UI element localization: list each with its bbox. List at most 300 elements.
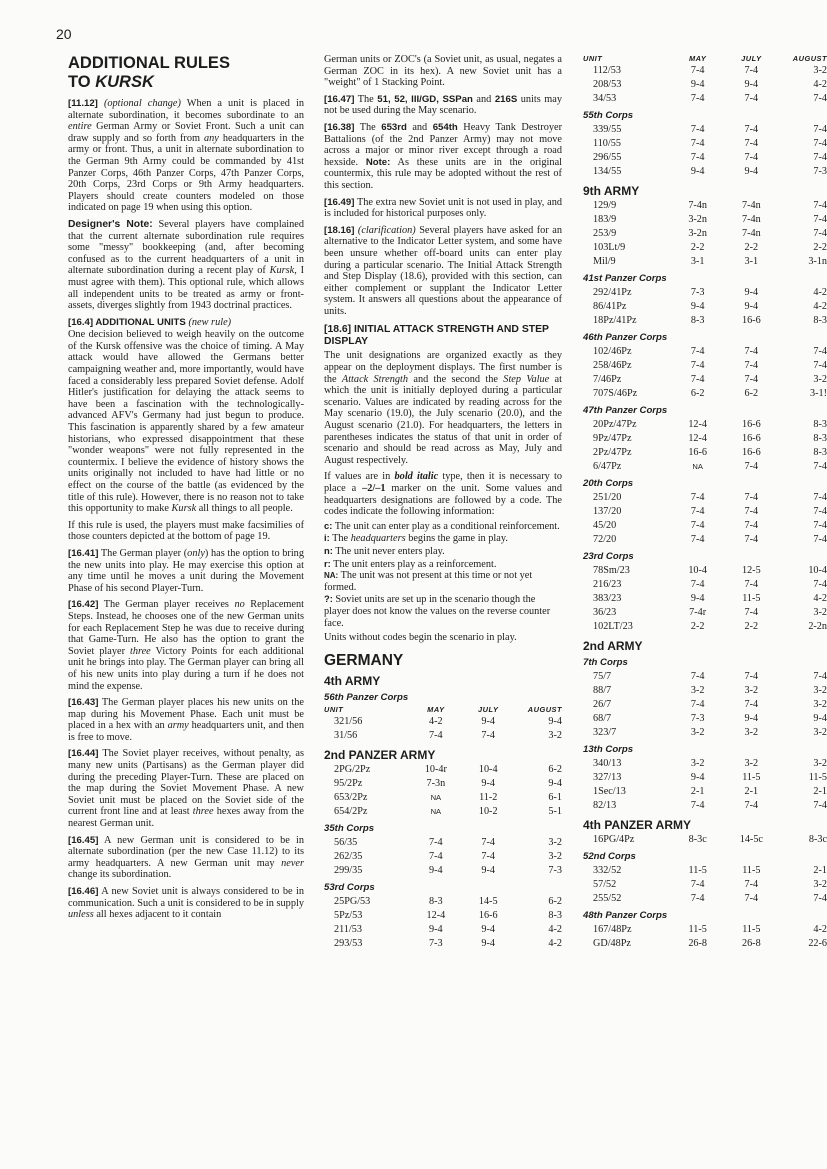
may-value: 3-2 — [690, 685, 705, 696]
july-value: 14-5 — [478, 895, 498, 907]
table-row — [583, 345, 827, 359]
august-value: 4-2 — [548, 923, 562, 935]
section-16-4-body: One decision believed to weigh heavily on the outcome of the Kursk offensive was the choice of timing. A May attack would have allowed the Germans better campaigning weather and, more importantly, would have faced a considerably less prepared Soviet defense. Adolf Hitler's justification for delaying the attack seems to have been a fascination with the technologically-advanced AFV's Germany had just begun to produce. This fascination is apparently shared by a few amateur historians, who expressed disappointment that these "wonder weapons" were not fully represented in the countermix. I believe the evidence of history shows the units originally not included to have had little or no effect on the course of the battle (as evidenced by the title of this rule). However, there is no reason not to take this opportunity to make Kursk all things to all people. — [68, 329, 304, 515]
august-value: 2-1 — [813, 865, 827, 876]
august-value: 6-2 — [548, 895, 562, 907]
table-row — [324, 923, 562, 937]
august-value: 7-4 — [813, 506, 827, 517]
unit-designation: 16PG/4Pz — [593, 834, 635, 845]
table-row — [583, 698, 827, 712]
table-row — [583, 241, 827, 255]
page-title: ADDITIONAL RULES TO KURSK — [68, 54, 230, 91]
august-value: 3-1n — [808, 256, 827, 267]
header-july: JULY — [478, 704, 499, 714]
august-value: 8-3 — [813, 419, 827, 430]
table-row — [583, 418, 827, 432]
rule-16-38: [16.38] The 653rd and 654th Heavy Tank Destroyer Battalions (of the 2nd Panzer Army) may not move across a major or minor river except through a road hexside. Note: As these units are in the original countermix, this rule may be adopted without the rest of this section. — [324, 121, 563, 191]
august-value: 7-3 — [548, 864, 562, 876]
code-text-em: headquarters — [350, 533, 406, 545]
may-value: 7-3 — [690, 713, 705, 724]
table-row — [583, 432, 827, 446]
may-value: 7-4 — [690, 893, 705, 904]
may-value: 2-1 — [690, 786, 705, 797]
may-value: 8-3c — [688, 834, 707, 845]
may-value: NA — [430, 806, 442, 816]
unit-designation: 258/46Pz — [593, 360, 632, 371]
may-value: 7-4 — [690, 138, 705, 149]
table-row — [583, 460, 827, 474]
august-value: 9-4 — [548, 777, 562, 789]
unit-table — [583, 199, 827, 269]
august-value: 6-2 — [548, 763, 562, 775]
july-value: 14-5c — [739, 834, 763, 845]
code-text: The unit never enters play. — [332, 545, 445, 557]
table-row — [324, 791, 562, 805]
table-row — [583, 606, 827, 620]
unit-designation: 296/55 — [593, 152, 622, 163]
august-value: 8-3 — [813, 447, 827, 458]
august-value: 9-4 — [813, 713, 827, 724]
table-row — [583, 519, 827, 533]
august-value: 7-4 — [813, 124, 827, 135]
code-text: The unit can enter play as a conditional reinforcement. — [332, 520, 560, 532]
august-value: 3-2 — [813, 727, 827, 738]
germany-heading: GERMANY — [324, 651, 404, 669]
unit-designation: 7/46Pz — [593, 374, 622, 385]
unit-designation: 251/20 — [593, 492, 622, 503]
july-value: 7-4 — [744, 699, 759, 710]
table-row — [583, 757, 827, 771]
code-item — [324, 570, 562, 593]
unit-designation: 20Pz/47Pz — [593, 419, 637, 430]
july-value: 7-4 — [744, 152, 759, 163]
july-value: 16-6 — [741, 447, 761, 458]
code-text: The unit enters play as a reinforcement. — [330, 558, 497, 570]
august-value: 3-2 — [813, 758, 827, 769]
may-value: 10-4r — [424, 763, 447, 775]
table-row — [324, 715, 562, 729]
july-value: 16-6 — [741, 433, 761, 444]
july-value: 9-4 — [481, 864, 495, 876]
may-value: 7-4 — [690, 374, 705, 385]
july-value: 7-4 — [744, 93, 759, 104]
august-value: 22-6 — [808, 938, 827, 949]
unit-designation: 2PG/2Pz — [334, 763, 371, 775]
army-heading: 2nd ARMY — [583, 639, 643, 653]
block-2nd-panzer-army — [324, 749, 562, 951]
unit-designation: 134/55 — [593, 166, 622, 177]
july-value: 7-4 — [744, 346, 759, 357]
code-key: c: — [324, 519, 333, 531]
table-row — [583, 878, 827, 892]
august-value: 3-2 — [813, 879, 827, 890]
table-row — [324, 836, 562, 850]
july-value: 9-4 — [481, 937, 495, 949]
may-value: 3-2n — [688, 228, 707, 239]
july-value: 3-1 — [744, 256, 759, 267]
section-18-6-body-2: If values are in bold italic type, then it is necessary to place a –2/–1 marker on the unit. Some values and headquarters designations are followed by a code. The codes indicate the following information: — [324, 471, 562, 518]
august-value: 7-4 — [813, 152, 827, 163]
august-value: 3-2 — [813, 65, 827, 76]
code-item — [324, 558, 562, 571]
august-value: 10-4 — [808, 565, 827, 576]
unit-table — [324, 705, 562, 743]
august-value: 7-4 — [813, 579, 827, 590]
may-value: 9-4 — [429, 923, 443, 935]
may-value: 3-2 — [690, 727, 705, 738]
august-value: 3-2 — [813, 374, 827, 385]
table-row — [583, 684, 827, 698]
august-value: 7-4 — [813, 520, 827, 531]
august-value: 5-1 — [548, 805, 562, 817]
may-value: 7-3 — [690, 287, 705, 298]
july-value: 9-4 — [481, 777, 495, 789]
may-value: 8-3 — [429, 895, 443, 907]
table-row — [324, 763, 562, 777]
column-3 — [583, 54, 827, 951]
table-row — [583, 785, 827, 799]
july-value: 7-4n — [741, 200, 761, 211]
army-heading: 9th ARMY — [583, 184, 640, 198]
may-value: 7-4 — [690, 879, 705, 890]
august-value: 7-4 — [813, 360, 827, 371]
august-value: 7-4 — [813, 800, 827, 811]
may-value: 7-4 — [429, 850, 443, 862]
unit-designation: 707S/46Pz — [593, 388, 638, 399]
block-4th-army — [324, 675, 562, 743]
may-value: 3-2 — [690, 758, 705, 769]
may-value: 7-4 — [690, 506, 705, 517]
may-value: 8-3 — [690, 315, 705, 326]
august-value: 7-4 — [813, 492, 827, 503]
code-key: r: — [324, 557, 331, 569]
may-value: 7-4 — [690, 93, 705, 104]
july-value: 7-4n — [741, 214, 761, 225]
may-value: 7-4r — [689, 607, 707, 618]
rule-16-42: [16.42] The German player receives no Replacement Steps. Instead, he chooses one of the new German units for each Replacement Step he was due to receive during that Game-Turn. He also has the option to grant the Soviet player three Victory Points for each additional unit he brings into play. The German player can bring all of his new units into play during a turn if he does not mind the expense. — [68, 599, 304, 692]
table-row — [583, 533, 827, 547]
july-value: 7-4n — [741, 228, 761, 239]
code-key: NA: — [324, 571, 339, 581]
july-value: 10-2 — [478, 805, 498, 817]
august-value: 3-2 — [548, 836, 562, 848]
may-value: 9-4 — [690, 79, 705, 90]
july-value: 9-4 — [744, 713, 759, 724]
table-row — [324, 864, 562, 878]
designers-note: Designer's Note: Several players have complained that the current alternate subordination rule requires some "messy" bookkeeping (and, after becoming confused as to the current headquarters of a unit in alternate subordination during a recent play of Kursk, I must agree with them). This optional rule, which allows all independent units to be treated as army or front-assets, diverges slightly from 1943 doctrinal practices. — [68, 218, 305, 312]
july-value: 9-4 — [481, 715, 495, 727]
unit-designation: 9Pz/47Pz — [593, 433, 632, 444]
code-text: The — [329, 533, 351, 545]
may-value: 7-4 — [690, 65, 705, 76]
unit-designation: 18Pz/41Pz — [593, 315, 637, 326]
unit-designation: 262/35 — [334, 850, 363, 862]
rule-16-47: [16.47] The 51, 52, III/GD, SSPan and 216S units may not be used during the May scenario. — [324, 93, 563, 117]
table-row — [583, 923, 827, 937]
unit-designation: 72/20 — [593, 534, 617, 545]
august-value: 8-3 — [813, 433, 827, 444]
july-value: 7-4 — [744, 506, 759, 517]
rule-18-16: [18.16] (clarification) Several players have asked for an alternative to the Indicator Letter system, and some have been unsure whether off-board units can enter play during a particular scenario. The Initial Attack Strength and Step Display (18.6), provided with this section, can either complement or supplant the Indicator Letter system. It answers all questions about the appearance of units. — [324, 224, 562, 317]
table-row — [583, 165, 827, 179]
july-value: 2-2 — [744, 242, 759, 253]
unit-table — [324, 836, 562, 878]
table-row — [583, 833, 827, 847]
unit-table — [583, 345, 827, 401]
unit-table — [583, 923, 827, 951]
july-value: 10-4 — [478, 763, 498, 775]
corps-heading: 13th Corps — [583, 744, 634, 755]
july-value: 7-4 — [744, 534, 759, 545]
unit-designation: 208/53 — [593, 79, 622, 90]
july-value: 6-2 — [744, 388, 759, 399]
july-value: 7-4 — [744, 360, 759, 371]
august-value: 8-3 — [548, 909, 562, 921]
unit-designation: 102LT/23 — [593, 621, 633, 632]
header-may: MAY — [688, 54, 707, 63]
july-value: 7-4 — [744, 124, 759, 135]
july-value: 12-5 — [741, 565, 761, 576]
table-row — [583, 286, 827, 300]
august-value: 7-4 — [813, 461, 827, 472]
unit-table — [583, 864, 827, 906]
unit-table — [324, 895, 562, 951]
table-row — [583, 670, 827, 684]
header-july: JULY — [741, 54, 762, 63]
code-key: n: — [324, 544, 333, 556]
july-value: 9-4 — [481, 923, 495, 935]
may-value: 7-4 — [690, 152, 705, 163]
unit-designation: 34/53 — [593, 93, 617, 104]
unit-table — [583, 757, 827, 813]
unit-designation: 654/2Pz — [334, 805, 368, 817]
table-row — [583, 446, 827, 460]
corps-heading: 53rd Corps — [324, 881, 375, 893]
unit-designation: Mil/9 — [593, 256, 616, 267]
unit-designation: 340/13 — [593, 758, 622, 769]
unit-designation: 25PG/53 — [334, 895, 371, 907]
unit-designation: 45/20 — [593, 520, 617, 531]
block-4th-panzer-army — [583, 819, 827, 951]
unit-designation: 36/23 — [593, 607, 617, 618]
unit-designation: 323/7 — [593, 727, 617, 738]
table-row — [583, 505, 827, 519]
may-value: 4-2 — [429, 715, 443, 727]
table-row — [324, 805, 562, 819]
unit-table — [583, 54, 827, 106]
july-value: 11-5 — [742, 593, 761, 604]
may-value: 7-4 — [690, 346, 705, 357]
august-value: 4-2 — [813, 287, 827, 298]
army-heading: 4th ARMY — [324, 673, 381, 688]
may-value: 11-5 — [688, 865, 707, 876]
codes-footnote: Units without codes begin the scenario in play. — [324, 632, 517, 644]
rule-16-46: [16.46] A new Soviet unit is always considered to be in communication. Such a unit is considered to be in supply unless all hexes adjacent to it contain — [68, 886, 304, 921]
table-row — [324, 909, 562, 923]
may-value: 7-4 — [429, 836, 443, 848]
july-value: 16-6 — [741, 419, 761, 430]
july-value: 7-4 — [744, 879, 759, 890]
may-value: 9-4 — [690, 772, 705, 783]
table-row — [583, 491, 827, 505]
section-18-6-body: The unit designations are organized exactly as they appear on the deployment displays. The first number is the Attack Strength and the second the Step Value at which the unit is initially deployed during a particular scenario. Values are indicated by reading across for the May scenario (19.0), the July scenario (20.0), and the August scenario (21.0). For headquarters, the letters in parentheses indicates the status of that unit in order of scenario and should be read across as May, July and August respectively. — [324, 350, 562, 466]
rule-16-44: [16.44] The Soviet player receives, without penalty, as many new units (Partisans) as the German player did during the preceding Player-Turn. These are placed on the map during the Soviet Movement Phase. A new Soviet unit must be placed on the Soviet side of the current front line and at least three hexes away from the nearest German unit. — [68, 748, 304, 830]
unit-designation: 88/7 — [593, 685, 612, 696]
may-value: 10-4 — [688, 565, 707, 576]
header-unit: UNIT — [324, 704, 344, 714]
august-value: 4-2 — [548, 937, 562, 949]
july-value: 7-4 — [744, 492, 759, 503]
may-value: 12-4 — [688, 433, 707, 444]
army-heading: 2nd PANZER ARMY — [324, 747, 436, 762]
table-row — [324, 937, 562, 951]
unit-designation: 2Pz/47Pz — [593, 447, 632, 458]
may-value: 7-4 — [690, 520, 705, 531]
august-value: 7-4 — [813, 138, 827, 149]
july-value: 9-4 — [744, 166, 759, 177]
unit-designation: 1Sec/13 — [593, 786, 626, 797]
august-value: 4-2 — [813, 79, 827, 90]
table-row — [583, 771, 827, 785]
code-text: Soviet units are set up in the scenario though the player does not know the values on the reverse counter face. — [324, 594, 551, 629]
table-row — [583, 387, 827, 401]
page-number: 20 — [56, 26, 72, 42]
table-row — [583, 892, 827, 906]
corps-heading: 56th Panzer Corps — [324, 691, 409, 703]
may-value: 7-4 — [690, 699, 705, 710]
may-value: 7-4 — [690, 800, 705, 811]
july-value: 2-1 — [744, 786, 759, 797]
august-value: 7-4 — [813, 893, 827, 904]
may-value: 7-4n — [688, 200, 707, 211]
august-value: 3-2 — [813, 699, 827, 710]
august-value: 3-2 — [813, 607, 827, 618]
unit-designation: 293/53 — [334, 937, 363, 949]
corps-heading: 41st Panzer Corps — [583, 273, 667, 284]
unit-table — [583, 491, 827, 547]
may-value: 9-4 — [429, 864, 443, 876]
july-value: 9-4 — [744, 79, 759, 90]
table-header — [583, 54, 827, 64]
july-value: 26-8 — [741, 938, 761, 949]
corps-heading: 20th Corps — [583, 478, 634, 489]
august-value: 6-1 — [548, 791, 562, 803]
unit-designation: 332/52 — [593, 865, 622, 876]
may-value: NA — [430, 792, 442, 802]
table-row — [583, 578, 827, 592]
code-text: begins the game in play. — [405, 533, 508, 545]
august-value: 8-3 — [813, 315, 827, 326]
unit-designation: 86/41Pz — [593, 301, 627, 312]
table-row — [583, 151, 827, 165]
unit-table — [583, 564, 827, 634]
july-value: 7-4 — [481, 836, 495, 848]
august-value: 3-2 — [548, 850, 562, 862]
table-row — [583, 137, 827, 151]
corps-heading: 7th Corps — [583, 657, 628, 668]
corps-heading: 35th Corps — [324, 822, 375, 834]
unit-designation: 95/2Pz — [334, 777, 363, 789]
july-value: 11-2 — [479, 791, 498, 803]
block-2nd-army — [583, 640, 827, 813]
table-row — [583, 726, 827, 740]
july-value: 7-4 — [744, 607, 759, 618]
table-row — [583, 359, 827, 373]
august-value: 7-3 — [813, 166, 827, 177]
rule-16-45: [16.45] A new German unit is considered to be in alternate subordination (per the new Case 11.12) to its army headquarters. A new German unit may never change its subordination. — [68, 834, 304, 881]
unit-designation: 110/55 — [593, 138, 621, 149]
table-row — [583, 255, 827, 269]
unit-designation: 6/47Pz — [593, 461, 622, 472]
code-item — [324, 593, 562, 629]
unit-table — [583, 286, 827, 328]
unit-designation: 112/53 — [593, 65, 621, 76]
table-row — [583, 199, 827, 213]
section-16-4-heading: [16.4] ADDITIONAL UNITS (new rule) — [68, 316, 232, 328]
unit-designation: 56/35 — [334, 836, 358, 848]
column-2 — [324, 54, 562, 951]
corps-heading: 23rd Corps — [583, 551, 634, 562]
table-header — [324, 705, 562, 715]
rule-16-41: [16.41] The German player (only) has the option to bring the new units into play. He may exercise this option at any time until he moves a unit during the Movement Phase of his second Player-Turn. — [68, 547, 304, 594]
unit-designation: 253/9 — [593, 228, 617, 239]
unit-designation: 339/55 — [593, 124, 622, 135]
may-value: 11-5 — [688, 924, 707, 935]
august-value: 7-4 — [813, 214, 827, 225]
august-value: 9-4 — [548, 715, 562, 727]
unit-designation: 321/56 — [334, 715, 363, 727]
header-august: AUGUST — [792, 54, 827, 63]
code-item — [324, 545, 562, 558]
unit-table — [583, 123, 827, 179]
unit-designation: 255/52 — [593, 893, 622, 904]
unit-designation: 383/23 — [593, 593, 622, 604]
july-value: 16-6 — [478, 909, 498, 921]
table-row — [583, 78, 827, 92]
unit-designation: GD/48Pz — [593, 938, 631, 949]
unit-designation: 167/48Pz — [593, 924, 632, 935]
rule-11-12: [11.12] (optional change) When a unit is placed in alternate subordination, it becomes subordinate to an entire German Army or Soviet Front. Such a unit can draw supply and so forth from any headquarters in the army or front. Thus, a unit in alternate subordination to the German 9th Army could be commanded by 41st Panzer Corps, 46th Panzer Corps, 47th Panzer Corps, 20th Corps, 23rd Corps or 9th Army headquarters. Players should create counters modeled on those indicated on page 19 when using this option. — [68, 98, 304, 214]
column-1 — [68, 54, 304, 926]
table-row — [583, 300, 827, 314]
table-row — [583, 92, 827, 106]
july-value: 3-2 — [744, 685, 759, 696]
may-value: 9-4 — [690, 593, 705, 604]
block-53rd-55th-corps — [583, 54, 827, 179]
code-key: i: — [324, 532, 330, 544]
august-value: 8-3c — [808, 834, 827, 845]
corps-heading: 55th Corps — [583, 110, 634, 121]
table-row — [583, 227, 827, 241]
block-9th-army — [583, 185, 827, 634]
july-value: 7-4 — [744, 800, 759, 811]
may-value: 7-4 — [429, 729, 443, 741]
table-row — [583, 314, 827, 328]
unit-designation: 129/9 — [593, 200, 617, 211]
august-value: 2-2 — [813, 242, 827, 253]
august-value: 4-2 — [813, 301, 827, 312]
army-heading: 4th PANZER ARMY — [583, 818, 691, 832]
table-row — [324, 777, 562, 791]
may-value: 6-2 — [690, 388, 705, 399]
august-value: 3-2 — [813, 685, 827, 696]
unit-designation: 5Pz/53 — [334, 909, 363, 921]
august-value: 4-2 — [813, 593, 827, 604]
rule-16-43: [16.43] The German player places his new units on the map during his Movement Phase. Each unit must be placed in a hex with an army headquarters unit, and then is free to move. — [68, 697, 304, 743]
unit-designation: 57/52 — [593, 879, 617, 890]
unit-designation: 137/20 — [593, 506, 622, 517]
corps-heading: 48th Panzer Corps — [583, 910, 668, 921]
